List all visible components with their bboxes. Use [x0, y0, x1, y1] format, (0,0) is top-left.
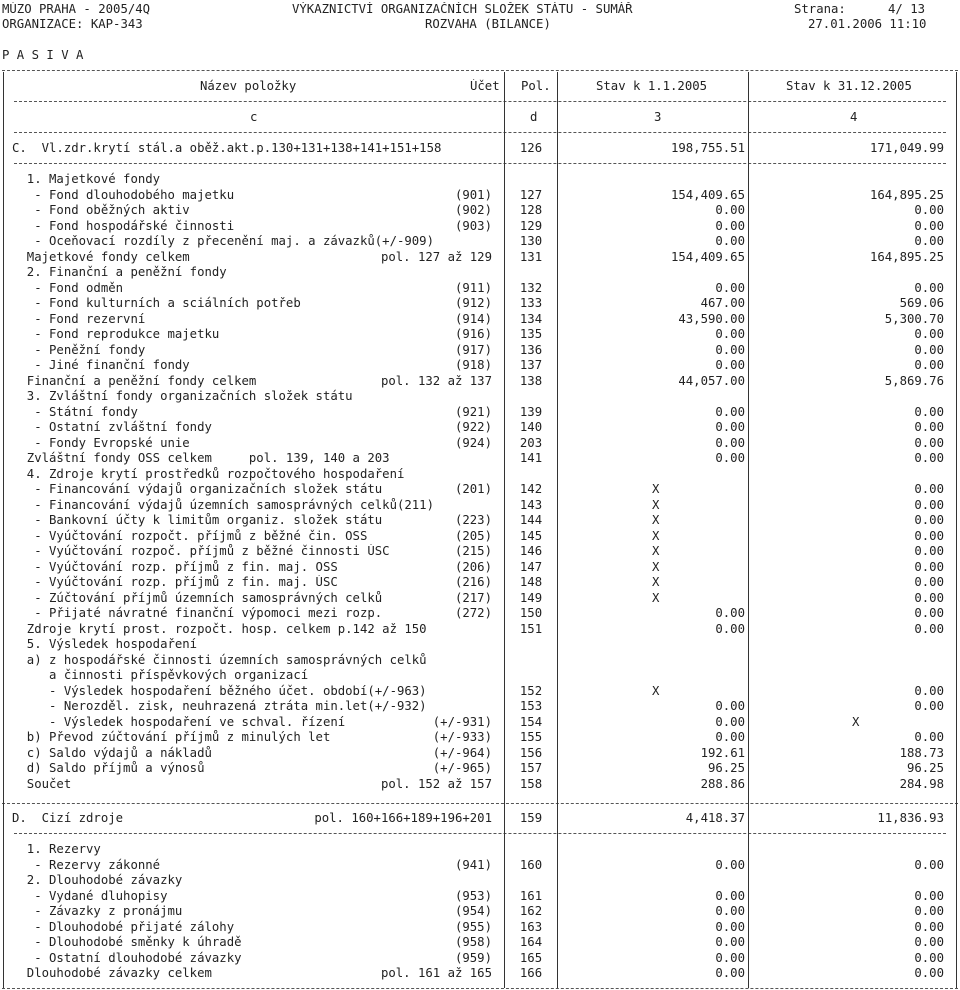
row-number: 129 [519, 218, 543, 233]
row-account: pol. 132 až 137 [380, 373, 492, 388]
row-end-value: 0.00 [914, 950, 944, 965]
col-code-row: d [530, 110, 538, 124]
row-account: (959) [454, 950, 492, 965]
row-label: b) Převod zúčtování příjmů z minulých let [12, 730, 331, 744]
row-start-value: 0.00 [715, 203, 745, 217]
row-end-value: 0.00 [914, 544, 944, 558]
row-start-value: 0.00 [715, 218, 745, 233]
row-label: - Fond reprodukce majetku [12, 327, 220, 341]
row-number: 153 [519, 699, 543, 713]
table-row [0, 777, 960, 792]
table-row [0, 575, 960, 590]
table-row [0, 935, 960, 950]
row-number: 126 [519, 141, 543, 155]
column-divider [748, 72, 749, 988]
row-label: 4. Zdroje krytí prostředků rozpočtového hospodaření [12, 466, 405, 481]
rule-after-d [14, 833, 946, 834]
table-row [0, 684, 960, 699]
row-end-value: 0.00 [914, 904, 944, 918]
row-label: - Financování výdajů organizačních složek státu [12, 482, 383, 496]
row-start-value: 0.00 [715, 966, 745, 980]
row-number: 161 [519, 888, 543, 903]
table-row [0, 327, 960, 342]
row-number: 137 [519, 358, 543, 372]
table-row [0, 715, 960, 730]
row-account: (217) [454, 590, 492, 605]
row-start-value: X [652, 683, 660, 698]
row-account: (922) [454, 420, 492, 434]
table-row [0, 188, 960, 203]
row-label: - Ostatní dlouhodobé závazky [12, 950, 242, 965]
report-title: VÝKAZNICTVÍ ORGANIZAČNÍCH SLOŽEK STÁTU - SUMÁŘ [292, 2, 633, 16]
row-end-value: 171,049.99 [869, 141, 944, 155]
row-end-value: 0.00 [914, 528, 944, 543]
row-end-value: 0.00 [914, 482, 944, 496]
row-start-value: 198,755.51 [670, 141, 745, 155]
row-account: (+/-931) [432, 714, 492, 729]
row-label: a činnosti příspěvkových organizací [12, 668, 309, 682]
row-number: 164 [519, 935, 543, 949]
row-label: Součet [12, 776, 72, 791]
row-number: 133 [519, 296, 543, 310]
rule-header-mid [14, 101, 946, 102]
row-number: 157 [519, 761, 543, 775]
table-row [0, 343, 960, 358]
row-label: - Bankovní účty k limitům organiz. složek státu [12, 513, 383, 527]
row-account: pol. 161 až 165 [380, 966, 492, 980]
row-start-value: 0.00 [715, 404, 745, 419]
row-start-value: 0.00 [715, 888, 745, 903]
row-label: 5. Výsledek hospodaření [12, 637, 198, 651]
row-account: (215) [454, 544, 492, 558]
row-label: 2. Finanční a peněžní fondy [12, 265, 227, 279]
row-start-value: 0.00 [715, 327, 745, 341]
row-number: 130 [519, 234, 543, 248]
report-name: ROZVAHA (BILANCE) [425, 17, 551, 31]
row-end-value: 569.06 [899, 296, 944, 310]
table-row [0, 920, 960, 935]
table-row [0, 529, 960, 544]
table-row [0, 811, 960, 826]
row-start-value: 0.00 [715, 935, 745, 949]
row-label: 3. Zvláštní fondy organizačních složek státu [12, 389, 353, 403]
row-number: 143 [519, 497, 543, 512]
row-start-value: 0.00 [715, 699, 745, 713]
row-end-value: 0.00 [914, 683, 944, 698]
table-row [0, 544, 960, 559]
col-code-end: 4 [850, 110, 858, 124]
header-line-2 [0, 17, 960, 32]
row-account: pol. 127 až 129 [380, 249, 492, 264]
table-row [0, 234, 960, 249]
row-account: (924) [454, 435, 492, 450]
table-row [0, 172, 960, 187]
row-number: 139 [519, 404, 543, 419]
rule-before-d [2, 803, 958, 804]
row-number: 148 [519, 575, 543, 589]
row-end-value: 0.00 [914, 234, 944, 248]
row-account: (223) [454, 513, 492, 527]
row-start-value: 0.00 [715, 919, 745, 934]
table-row [0, 498, 960, 513]
row-account: (917) [454, 342, 492, 357]
row-account: (206) [454, 559, 492, 574]
row-end-value: 188.73 [899, 745, 944, 760]
row-start-value: X [652, 544, 660, 558]
row-label: d) Saldo příjmů a výnosů [12, 761, 205, 775]
row-start-value: 0.00 [715, 342, 745, 357]
table-row [0, 141, 960, 156]
row-end-value: 164,895.25 [869, 187, 944, 202]
row-number: 155 [519, 730, 543, 744]
row-end-value: 164,895.25 [869, 249, 944, 264]
row-number: 142 [519, 482, 543, 496]
row-end-value: 0.00 [914, 358, 944, 372]
row-number: 135 [519, 327, 543, 341]
row-label: - Fond kulturních a sciálních potřeb [12, 296, 301, 310]
table-row [0, 951, 960, 966]
table-row [0, 842, 960, 857]
row-account: (954) [454, 904, 492, 918]
row-label: - Fond oběžných aktiv [12, 203, 190, 217]
row-end-value: 0.00 [914, 575, 944, 589]
row-start-value: X [652, 559, 660, 574]
row-account: (216) [454, 575, 492, 589]
table-row [0, 451, 960, 466]
row-end-value: 0.00 [914, 919, 944, 934]
row-account: (+/-965) [432, 761, 492, 775]
row-end-value: 0.00 [914, 404, 944, 419]
row-end-value: 0.00 [914, 203, 944, 217]
row-account: (911) [454, 280, 492, 295]
table-row [0, 420, 960, 435]
table-row [0, 746, 960, 761]
row-start-value: 0.00 [715, 280, 745, 295]
row-label: - Státní fondy [12, 404, 138, 419]
row-label: Zvláštní fondy OSS celkem pol. 139, 140 a 203 [12, 451, 390, 465]
col-end-header: Stav k 31.12.2005 [786, 79, 912, 93]
row-label: Dlouhodobé závazky celkem [12, 966, 212, 980]
row-number: 150 [519, 606, 543, 620]
row-label: - Vyúčtování rozpoč. příjmů z běžné činnosti ÚSC [12, 544, 390, 558]
table-row [0, 668, 960, 683]
col-code-name: c [250, 110, 258, 124]
col-row-header: Pol. [521, 79, 551, 93]
row-start-value: 0.00 [715, 451, 745, 465]
row-number: 163 [519, 919, 543, 934]
table-row [0, 622, 960, 637]
row-number: 152 [519, 683, 543, 698]
row-account: (902) [454, 203, 492, 217]
rule-bottom [2, 988, 958, 989]
row-label: c) Saldo výdajů a nákladů [12, 745, 212, 760]
row-number: 134 [519, 311, 543, 326]
row-label: 1. Majetkové fondy [12, 172, 161, 186]
row-label: - Závazky z pronájmu [12, 904, 183, 918]
row-label: - Dlouhodobé přijaté zálohy [12, 919, 235, 934]
row-end-value: 0.00 [914, 730, 944, 744]
row-account: (205) [454, 528, 492, 543]
row-account: (201) [454, 482, 492, 496]
row-start-value: 467.00 [700, 296, 745, 310]
row-end-value: 0.00 [914, 451, 944, 465]
row-number: 141 [519, 451, 543, 465]
row-label: Majetkové fondy celkem [12, 249, 190, 264]
table-row [0, 889, 960, 904]
row-end-value: 0.00 [914, 559, 944, 574]
row-start-value: 154,409.65 [670, 249, 745, 264]
row-start-value: X [652, 528, 660, 543]
row-start-value: 43,590.00 [678, 311, 745, 326]
row-label: 1. Rezervy [12, 842, 101, 856]
table-row [0, 265, 960, 280]
row-label: - Oceňovací rozdíly z přecenění maj. a závazků(+/-909) [12, 234, 434, 248]
column-code-row [0, 110, 960, 125]
row-label: - Fondy Evropské unie [12, 435, 190, 450]
row-label: - Výsledek hospodaření běžného účet. období(+/-963) [12, 683, 427, 698]
row-end-value: 5,869.76 [884, 373, 944, 388]
table-row [0, 730, 960, 745]
row-label: - Přijaté návratné finanční výpomoci mezi rozp. [12, 606, 383, 620]
row-label: - Financování výdajů územních samosprávných celků(211) [12, 497, 434, 512]
row-end-value: 0.00 [914, 420, 944, 434]
column-divider [3, 72, 4, 988]
row-number: 149 [519, 590, 543, 605]
row-label: Zdroje krytí prost. rozpočt. hosp. celkem p.142 až 150 [12, 621, 427, 636]
table-row [0, 482, 960, 497]
table-row [0, 281, 960, 296]
row-end-value: 0.00 [914, 218, 944, 233]
table-row [0, 560, 960, 575]
row-label: 2. Dlouhodobé závazky [12, 873, 183, 887]
row-number: 156 [519, 745, 543, 760]
column-header-row [0, 79, 960, 94]
table-row [0, 873, 960, 888]
row-label: - Fond rezervní [12, 311, 146, 326]
table-row [0, 312, 960, 327]
table-row [0, 606, 960, 621]
row-start-value: X [652, 482, 660, 496]
row-start-value: X [652, 575, 660, 589]
row-number: 146 [519, 544, 543, 558]
table-row [0, 858, 960, 873]
row-end-value: 0.00 [914, 606, 944, 620]
row-end-value: 0.00 [914, 342, 944, 357]
row-number: 131 [519, 249, 543, 264]
row-end-value: 284.98 [899, 776, 944, 791]
row-account: (914) [454, 311, 492, 326]
row-number: 136 [519, 342, 543, 357]
rule-header-bottom [14, 132, 946, 133]
row-number: 158 [519, 776, 543, 791]
row-label: D. Cizí zdroje [12, 811, 124, 825]
row-end-value: 0.00 [914, 280, 944, 295]
row-account: (916) [454, 327, 492, 341]
row-account: (918) [454, 358, 492, 372]
row-account: (941) [454, 857, 492, 872]
row-start-value: 192.61 [700, 745, 745, 760]
col-name-header: Název položky [200, 79, 297, 93]
row-start-value: 0.00 [715, 420, 745, 434]
table-row [0, 296, 960, 311]
row-label: - Fond dlouhodobého majetku [12, 187, 235, 202]
row-end-value: 0.00 [914, 888, 944, 903]
row-label: Finanční a peněžní fondy celkem [12, 373, 257, 388]
row-start-value: 0.00 [715, 950, 745, 965]
row-account: (912) [454, 296, 492, 310]
row-label: - Výsledek hospodaření ve schval. řízení [12, 714, 346, 729]
row-number: 128 [519, 203, 543, 217]
org-code: ORGANIZACE: KAP-343 [2, 17, 143, 31]
row-label: - Peněžní fondy [12, 342, 146, 357]
row-number: 132 [519, 280, 543, 295]
row-number: 145 [519, 528, 543, 543]
table-row [0, 389, 960, 404]
row-start-value: 288.86 [700, 776, 745, 791]
row-number: 154 [519, 714, 543, 729]
row-label: - Zúčtování příjmů územních samosprávných celků [12, 590, 383, 605]
row-start-value: 4,418.37 [685, 811, 745, 825]
row-start-value: 0.00 [715, 857, 745, 872]
row-end-value: 0.00 [914, 621, 944, 636]
row-end-value: 0.00 [914, 497, 944, 512]
row-number: 165 [519, 950, 543, 965]
row-end-value: 0.00 [914, 513, 944, 527]
row-account: (+/-933) [432, 730, 492, 744]
row-start-value: 0.00 [715, 730, 745, 744]
row-end-value: 0.00 [914, 935, 944, 949]
row-start-value: X [652, 497, 660, 512]
row-label: - Vyúčtování rozp. příjmů z fin. maj. ÚSC [12, 575, 338, 589]
table-row [0, 966, 960, 981]
row-number: 127 [519, 187, 543, 202]
row-start-value: 0.00 [715, 714, 745, 729]
row-end-value: 0.00 [914, 435, 944, 450]
table-row [0, 467, 960, 482]
row-label: - Vyúčtování rozp. příjmů z fin. maj. OSS [12, 559, 338, 574]
row-account: (955) [454, 919, 492, 934]
row-account: (272) [454, 606, 492, 620]
table-row [0, 436, 960, 451]
table-row [0, 637, 960, 652]
row-number: 162 [519, 904, 543, 918]
row-number: 160 [519, 857, 543, 872]
row-end-value: 5,300.70 [884, 311, 944, 326]
row-number: 138 [519, 373, 543, 388]
row-end-value: 0.00 [914, 966, 944, 980]
table-row [0, 219, 960, 234]
table-row [0, 250, 960, 265]
row-number: 159 [519, 811, 543, 825]
row-label: - Ostatní zvláštní fondy [12, 420, 212, 434]
page-number: 4/ 13 [888, 2, 926, 16]
row-end-value: X [852, 714, 860, 729]
row-start-value: 0.00 [715, 234, 745, 248]
row-label: - Dlouhodobé směnky k úhradě [12, 935, 242, 949]
rule-top [2, 70, 958, 71]
row-start-value: 0.00 [715, 606, 745, 620]
col-start-header: Stav k 1.1.2005 [596, 79, 708, 93]
row-start-value: 0.00 [715, 621, 745, 636]
row-end-value: 11,836.93 [877, 811, 944, 825]
row-end-value: 0.00 [914, 857, 944, 872]
row-number: 144 [519, 513, 543, 527]
row-account: (903) [454, 218, 492, 233]
table-row [0, 513, 960, 528]
row-number: 147 [519, 559, 543, 574]
row-end-value: 96.25 [906, 761, 944, 775]
row-label: - Fond hospodářské činnosti [12, 218, 235, 233]
row-account: pol. 160+166+189+196+201 [314, 811, 492, 825]
table-row [0, 591, 960, 606]
row-start-value: 0.00 [715, 904, 745, 918]
row-number: 166 [519, 966, 543, 980]
row-number: 151 [519, 621, 543, 636]
rule-after-c [14, 163, 946, 164]
row-end-value: 0.00 [914, 327, 944, 341]
row-start-value: X [652, 513, 660, 527]
table-row [0, 405, 960, 420]
col-code-start: 3 [654, 110, 662, 124]
column-divider [956, 72, 957, 988]
table-row [0, 653, 960, 668]
row-label: - Vydané dluhopisy [12, 888, 168, 903]
row-label: - Jiné finanční fondy [12, 358, 190, 372]
row-start-value: 96.25 [707, 761, 745, 775]
col-account-header: Účet [470, 79, 500, 93]
header-line-1 [0, 2, 960, 17]
table-row [0, 203, 960, 218]
row-start-value: 0.00 [715, 435, 745, 450]
row-label: - Rezervy zákonné [12, 857, 161, 872]
row-label: C. Vl.zdr.krytí stál.a oběž.akt.p.130+131+138+141+151+158 [12, 141, 442, 155]
row-start-value: 154,409.65 [670, 187, 745, 202]
row-start-value: X [652, 590, 660, 605]
report-datetime: 27.01.2006 11:10 [808, 17, 927, 31]
column-divider [557, 72, 558, 988]
row-label: - Nerozděl. zisk, neuhrazená ztráta min.let(+/-932) [12, 699, 427, 713]
row-account: (901) [454, 187, 492, 202]
row-number: 140 [519, 420, 543, 434]
table-row [0, 374, 960, 389]
row-label: - Fond odměn [12, 280, 124, 295]
row-start-value: 0.00 [715, 358, 745, 372]
column-divider [504, 72, 505, 988]
row-label: - Vyúčtování rozpočt. příjmů z běžné čin. OSS [12, 528, 368, 543]
row-account: (958) [454, 935, 492, 949]
page-label: Strana: [794, 2, 846, 16]
table-row [0, 904, 960, 919]
table-row [0, 761, 960, 776]
table-row [0, 358, 960, 373]
row-account: (953) [454, 888, 492, 903]
row-account: (+/-964) [432, 745, 492, 760]
table-row [0, 699, 960, 714]
row-label: a) z hospodářské činnosti územních samosprávných celků [12, 652, 427, 667]
row-start-value: 44,057.00 [678, 373, 745, 388]
row-account: (921) [454, 404, 492, 419]
row-end-value: 0.00 [914, 699, 944, 713]
org-line: MÚZO PRAHA - 2005/4Q [2, 2, 151, 16]
row-account: pol. 152 až 157 [380, 776, 492, 791]
row-end-value: 0.00 [914, 590, 944, 605]
row-number: 203 [519, 435, 543, 450]
section-title: P A S I V A [2, 48, 84, 62]
